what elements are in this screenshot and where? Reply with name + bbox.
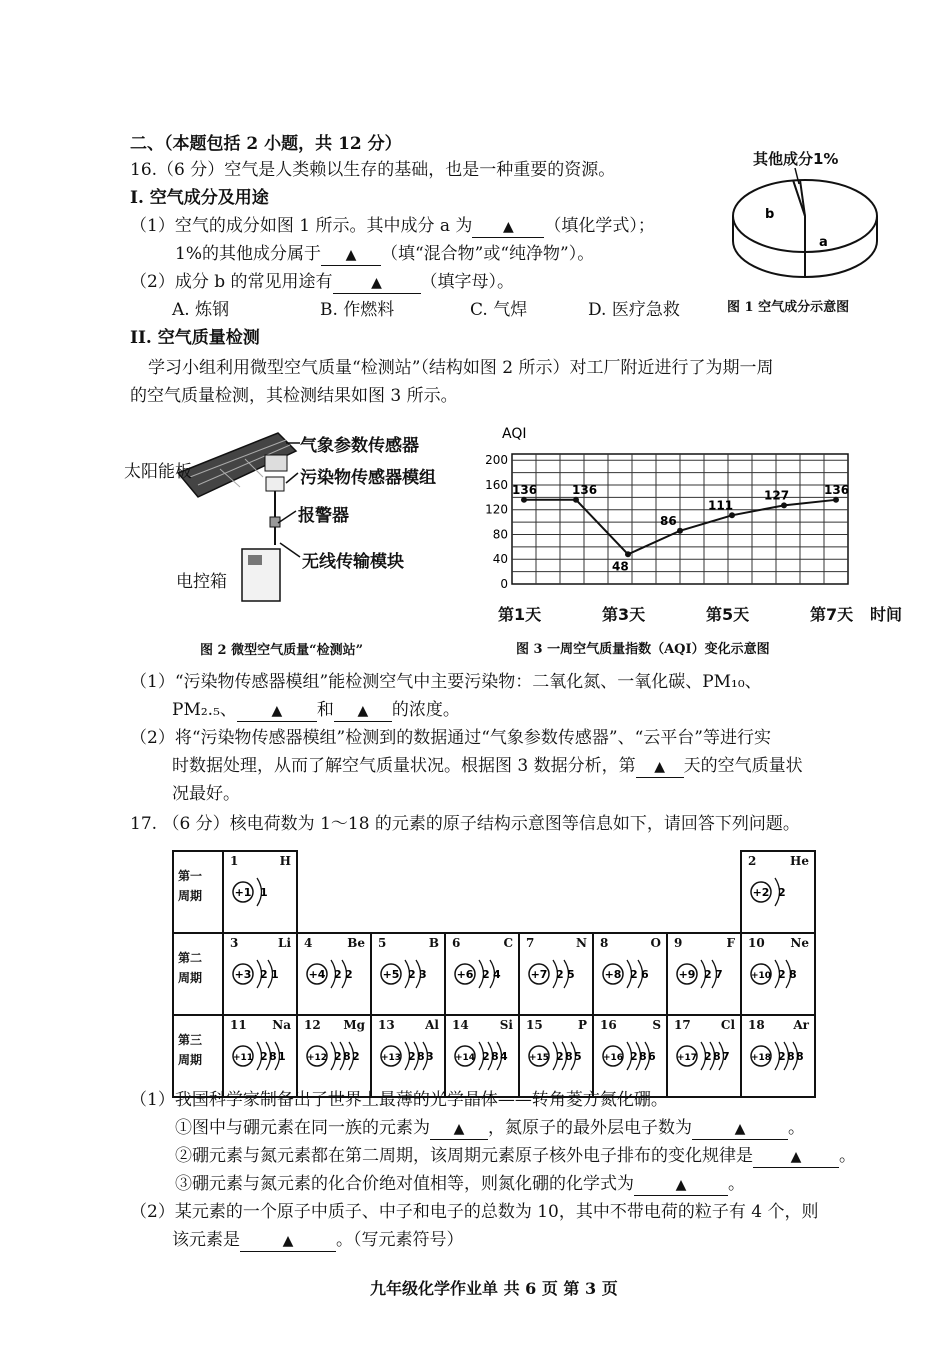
atom-structure-diagram bbox=[452, 1034, 516, 1078]
y-tick-label: 40 bbox=[492, 552, 508, 567]
shell-electron-count: 5 bbox=[574, 1050, 582, 1063]
fig3-caption: 图 3 一周空气质量指数（AQI）变化示意图 bbox=[516, 642, 770, 657]
nuclear-charge: +3 bbox=[234, 968, 252, 981]
element-cell bbox=[223, 1015, 297, 1097]
element-cell bbox=[741, 1015, 815, 1097]
q16-s1-line1: （1）“污染物传感器模组”能检测空气中主要污染物：二氧化氮、一氧化碳、PM₁₀、 bbox=[130, 672, 762, 692]
atom-structure-diagram bbox=[378, 1034, 442, 1078]
nuclear-charge: +15 bbox=[528, 1053, 550, 1063]
period-row bbox=[173, 1015, 815, 1097]
chart-xlabel: 时间 bbox=[870, 605, 903, 624]
element-symbol: Ar bbox=[793, 1018, 809, 1032]
period-label bbox=[173, 1015, 223, 1097]
answer-blank[interactable]: ▲ bbox=[240, 1231, 336, 1252]
element-cell bbox=[223, 933, 297, 1015]
q17-p2-text: 该元素是 bbox=[172, 1230, 240, 1250]
answer-blank[interactable]: ▲ bbox=[753, 1147, 839, 1168]
q17-p1-ii-text: ②硼元素与氮元素都在第二周期，该周期元素原子核外电子排布的变化规律是 bbox=[175, 1146, 753, 1166]
atomic-number: 7 bbox=[526, 936, 535, 950]
shell-electron-count: 8 bbox=[639, 1050, 647, 1063]
shell-electron-count: 8 bbox=[565, 1050, 573, 1063]
atom-structure-diagram bbox=[230, 1034, 294, 1078]
element-cell bbox=[297, 933, 371, 1015]
shell-electron-count: 2 bbox=[778, 1050, 786, 1063]
label-control-box: 电控箱 bbox=[176, 572, 227, 592]
shell-electron-count: 8 bbox=[713, 1050, 721, 1063]
nuclear-charge: +8 bbox=[604, 968, 622, 981]
q16-s2-text: 时数据处理，从而了解空气质量状况。根据图 3 数据分析，第 bbox=[172, 756, 636, 776]
element-cell bbox=[667, 1015, 741, 1097]
q17-p1-i-text: ①图中与硼元素在同一族的元素为 bbox=[175, 1118, 430, 1138]
air-composition-pie bbox=[725, 166, 885, 316]
chart-xticks bbox=[478, 602, 903, 624]
element-symbol: P bbox=[577, 1018, 587, 1032]
atomic-number: 1 bbox=[230, 854, 239, 868]
element-symbol: Mg bbox=[343, 1018, 365, 1032]
element-cell bbox=[667, 933, 741, 1015]
element-cell bbox=[741, 933, 815, 1015]
y-tick-label: 80 bbox=[492, 527, 508, 542]
empty-cell bbox=[297, 851, 741, 933]
figure-1 bbox=[725, 140, 885, 320]
atomic-number: 11 bbox=[230, 1018, 247, 1032]
atom-structure-diagram bbox=[452, 952, 516, 996]
q16-intro-line2: 的空气质量检测，其检测结果如图 3 所示。 bbox=[130, 386, 458, 406]
fig2-caption: 图 2 微型空气质量“检测站” bbox=[200, 643, 364, 658]
aqi-data-point bbox=[625, 551, 631, 557]
q16-s1-and: 和 bbox=[316, 700, 334, 720]
x-tick-label: 第3天 bbox=[602, 605, 646, 624]
x-tick-label: 第5天 bbox=[706, 605, 750, 624]
element-symbol: H bbox=[279, 854, 291, 868]
atom-structure-diagram bbox=[600, 952, 664, 996]
aqi-data-label: 86 bbox=[660, 513, 677, 528]
shell-electron-count: 2 bbox=[630, 1050, 638, 1063]
atom-structure-diagram bbox=[526, 1034, 590, 1078]
element-symbol: S bbox=[652, 1018, 661, 1032]
atom-structure-diagram bbox=[748, 1034, 812, 1078]
answer-blank[interactable]: ▲ bbox=[237, 701, 317, 722]
q16-p2 bbox=[130, 270, 514, 294]
shell-electron-count: 6 bbox=[641, 968, 649, 981]
element-cell bbox=[223, 851, 297, 933]
shell-electron-count: 7 bbox=[722, 1050, 730, 1063]
period-label-line: 第二 bbox=[178, 951, 203, 965]
shell-electron-count: 1 bbox=[260, 886, 268, 899]
shell-electron-count: 2 bbox=[408, 1050, 416, 1063]
answer-blank[interactable]: ▲ bbox=[430, 1119, 488, 1140]
q16-p1-text2: 1%的其他成分属于 bbox=[175, 244, 321, 264]
element-cell bbox=[371, 933, 445, 1015]
q16-p1-hint: （填化学式）； bbox=[544, 216, 655, 236]
y-tick-label: 200 bbox=[485, 453, 508, 468]
period-label-line: 第三 bbox=[178, 1033, 203, 1047]
q16-p1-line2 bbox=[175, 242, 594, 266]
period-label-line: 周期 bbox=[178, 971, 203, 985]
section-heading: 二、（本题包括 2 小题，共 12 分） bbox=[130, 134, 402, 154]
atom-structure-diagram bbox=[526, 952, 590, 996]
atom-structure-diagram bbox=[600, 1034, 664, 1078]
q16-intro-line1: 学习小组利用微型空气质量“检测站”（结构如图 2 所示）对工厂附近进行了为期一周 bbox=[148, 358, 774, 378]
element-symbol: N bbox=[576, 936, 587, 950]
q17-p1-ii bbox=[175, 1144, 856, 1168]
shell-electron-count: 5 bbox=[567, 968, 575, 981]
atom-structure-diagram bbox=[748, 870, 812, 914]
q16-p1-hint2: （填“混合物”或“纯净物”）。 bbox=[380, 244, 595, 264]
q17-p2-end: 。（写元素符号） bbox=[336, 1230, 464, 1250]
q17-p1-iii-end: 。 bbox=[728, 1174, 745, 1194]
figure-3 bbox=[478, 418, 903, 663]
atom-structure-diagram bbox=[304, 1034, 368, 1078]
answer-blank[interactable]: ▲ bbox=[636, 757, 684, 778]
label-weather-sensor: 气象参数传感器 bbox=[300, 436, 419, 456]
q16-s2-line3: 况最好。 bbox=[172, 784, 240, 804]
q16-s2-line2 bbox=[172, 754, 803, 778]
y-tick-label: 120 bbox=[485, 502, 508, 517]
q17-p2-line2 bbox=[172, 1228, 464, 1252]
shell-electron-count: 2 bbox=[556, 1050, 564, 1063]
nuclear-charge: +10 bbox=[750, 971, 772, 981]
shell-electron-count: 6 bbox=[648, 1050, 656, 1063]
element-symbol: Na bbox=[272, 1018, 291, 1032]
aqi-data-point bbox=[677, 528, 683, 534]
shell-electron-count: 8 bbox=[789, 968, 797, 981]
period-label-line: 周期 bbox=[178, 889, 203, 903]
element-symbol: Be bbox=[347, 936, 365, 950]
period-label bbox=[173, 851, 223, 933]
q16-s1-line2 bbox=[172, 698, 460, 722]
element-cell bbox=[741, 851, 815, 933]
atomic-number: 4 bbox=[304, 936, 313, 950]
aqi-data-point bbox=[521, 497, 527, 503]
nuclear-charge: +18 bbox=[750, 1053, 772, 1063]
q16-p1-text: （1）空气的成分如图 1 所示。其中成分 a 为 bbox=[130, 216, 473, 236]
nuclear-charge: +4 bbox=[308, 968, 326, 981]
atomic-number: 12 bbox=[304, 1018, 321, 1032]
aqi-data-label: 48 bbox=[612, 559, 629, 574]
element-symbol: B bbox=[428, 936, 439, 950]
shell-electron-count: 2 bbox=[260, 1050, 268, 1063]
element-cell bbox=[371, 1015, 445, 1097]
pollutant-module bbox=[266, 477, 284, 491]
option-d: D. 医疗急救 bbox=[588, 300, 680, 320]
answer-blank[interactable]: ▲ bbox=[321, 245, 381, 266]
nuclear-charge: +7 bbox=[530, 968, 548, 981]
aqi-data-label: 136 bbox=[512, 482, 538, 497]
q16-s1-end: 的浓度。 bbox=[391, 700, 460, 720]
label-solar-panel: 太阳能板 bbox=[124, 462, 192, 482]
atomic-number: 16 bbox=[600, 1018, 617, 1032]
shell-electron-count: 2 bbox=[482, 1050, 490, 1063]
weather-sensor bbox=[265, 455, 287, 471]
shell-electron-count: 2 bbox=[334, 968, 342, 981]
label-wireless: 无线传输模块 bbox=[302, 552, 404, 572]
answer-blank[interactable]: ▲ bbox=[333, 273, 421, 294]
q17-stem: 17. （6 分）核电荷数为 1～18 的元素的原子结构示意图等信息如下，请回答下列问题。 bbox=[130, 814, 800, 834]
shell-electron-count: 3 bbox=[419, 968, 427, 981]
nuclear-charge: +5 bbox=[382, 968, 400, 981]
aqi-data-label: 136 bbox=[572, 482, 598, 497]
q16-stem: 16.（6 分）空气是人类赖以生存的基础，也是一种重要的资源。 bbox=[130, 160, 616, 180]
atomic-number: 14 bbox=[452, 1018, 469, 1032]
shell-electron-count: 2 bbox=[408, 968, 416, 981]
y-tick-label: 160 bbox=[485, 477, 508, 492]
pie-label-a: a bbox=[819, 235, 828, 250]
element-cell bbox=[445, 1015, 519, 1097]
nuclear-charge: +12 bbox=[306, 1053, 328, 1063]
figure-2 bbox=[120, 425, 465, 665]
answer-blank[interactable]: ▲ bbox=[692, 1119, 788, 1140]
atomic-number: 15 bbox=[526, 1018, 543, 1032]
element-cell bbox=[593, 1015, 667, 1097]
q17-p1-iii bbox=[175, 1172, 745, 1196]
atom-structure-diagram bbox=[378, 952, 442, 996]
nuclear-charge: +11 bbox=[232, 1053, 254, 1063]
element-symbol: O bbox=[650, 936, 661, 950]
page-footer: 九年级化学作业单 共 6 页 第 3 页 bbox=[370, 1279, 618, 1298]
fig1-label-other: 其他成分1% bbox=[753, 150, 839, 168]
shell-electron-count: 2 bbox=[778, 968, 786, 981]
atom-structure-diagram bbox=[674, 1034, 738, 1078]
atom-structure-diagram bbox=[304, 952, 368, 996]
nuclear-charge: +6 bbox=[456, 968, 474, 981]
shell-electron-count: 8 bbox=[491, 1050, 499, 1063]
atomic-number: 5 bbox=[378, 936, 387, 950]
atomic-number: 9 bbox=[674, 936, 683, 950]
q16-p1-line1 bbox=[130, 214, 655, 238]
q17-p1-ii-end: 。 bbox=[839, 1146, 856, 1166]
q17-p1-i-end: 。 bbox=[788, 1118, 805, 1138]
aqi-data-label: 136 bbox=[824, 482, 850, 497]
element-symbol: C bbox=[503, 936, 513, 950]
atomic-number: 10 bbox=[748, 936, 765, 950]
aqi-data-label: 111 bbox=[708, 498, 734, 513]
shell-electron-count: 8 bbox=[343, 1050, 351, 1063]
period-label bbox=[173, 933, 223, 1015]
atom-structure-diagram bbox=[230, 870, 294, 914]
shell-electron-count: 1 bbox=[271, 968, 279, 981]
aqi-data-label: 127 bbox=[764, 488, 790, 503]
x-tick-label: 第1天 bbox=[498, 605, 542, 624]
nuclear-charge: +9 bbox=[678, 968, 696, 981]
nuclear-charge: +1 bbox=[234, 886, 252, 899]
shell-electron-count: 2 bbox=[630, 968, 638, 981]
q17-p1-i bbox=[175, 1116, 805, 1140]
shell-electron-count: 2 bbox=[704, 968, 712, 981]
fig1-caption: 图 1 空气成分示意图 bbox=[727, 300, 850, 315]
aqi-data-point bbox=[781, 502, 787, 508]
atomic-number: 3 bbox=[230, 936, 239, 950]
answer-blank[interactable]: ▲ bbox=[334, 701, 392, 722]
q16-p2-text: （2）成分 b 的常见用途有 bbox=[130, 272, 333, 292]
shell-electron-count: 2 bbox=[334, 1050, 342, 1063]
shell-electron-count: 2 bbox=[260, 968, 268, 981]
atomic-number: 17 bbox=[674, 1018, 691, 1032]
atom-structure-diagram bbox=[748, 952, 812, 996]
q17-p1-title: （1）我国科学家制备出了世界上最薄的光学晶体——转角菱方氮化硼。 bbox=[130, 1090, 668, 1110]
shell-electron-count: 8 bbox=[269, 1050, 277, 1063]
atomic-number: 2 bbox=[748, 854, 757, 868]
period-label-line: 周期 bbox=[178, 1053, 203, 1067]
shell-electron-count: 2 bbox=[704, 1050, 712, 1063]
label-alarm: 报警器 bbox=[298, 506, 349, 526]
shell-electron-count: 7 bbox=[715, 968, 723, 981]
shell-electron-count: 2 bbox=[345, 968, 353, 981]
period-row bbox=[173, 851, 815, 933]
shell-electron-count: 2 bbox=[482, 968, 490, 981]
label-pollutant-module: 污染物传感器模组 bbox=[300, 468, 436, 488]
q16-s1-text: PM₂.₅、 bbox=[172, 700, 237, 720]
option-b: B. 作燃料 bbox=[320, 300, 395, 320]
shell-electron-count: 8 bbox=[787, 1050, 795, 1063]
aqi-data-point bbox=[833, 497, 839, 503]
element-symbol: Li bbox=[278, 936, 291, 950]
period-row bbox=[173, 933, 815, 1015]
shell-electron-count: 1 bbox=[278, 1050, 286, 1063]
answer-blank[interactable]: ▲ bbox=[472, 217, 544, 238]
q16-part2-title: II. 空气质量检测 bbox=[130, 328, 260, 348]
element-cell bbox=[297, 1015, 371, 1097]
nuclear-charge: +17 bbox=[676, 1053, 698, 1063]
periodic-table bbox=[172, 850, 816, 1098]
shell-electron-count: 2 bbox=[778, 886, 786, 899]
atomic-number: 6 bbox=[452, 936, 461, 950]
nuclear-charge: +16 bbox=[602, 1053, 624, 1063]
q16-s2-text2: 天的空气质量状 bbox=[683, 756, 803, 776]
element-cell bbox=[445, 933, 519, 1015]
option-c: C. 气焊 bbox=[470, 300, 528, 320]
element-symbol: Al bbox=[425, 1018, 439, 1032]
shell-electron-count: 2 bbox=[556, 968, 564, 981]
element-cell bbox=[519, 933, 593, 1015]
atomic-number: 13 bbox=[378, 1018, 395, 1032]
y-tick-label: 0 bbox=[500, 577, 508, 591]
answer-blank[interactable]: ▲ bbox=[634, 1175, 728, 1196]
shell-electron-count: 4 bbox=[500, 1050, 508, 1063]
element-symbol: He bbox=[790, 854, 809, 868]
aqi-data-point bbox=[573, 497, 579, 503]
q16-options bbox=[172, 298, 680, 322]
nuclear-charge: +2 bbox=[752, 886, 770, 899]
option-a: A. 炼钢 bbox=[172, 300, 230, 320]
aqi-line-chart bbox=[478, 418, 898, 628]
period-label-line: 第一 bbox=[178, 869, 203, 883]
q17-p2-line1: （2）某元素的一个原子中质子、中子和电子的总数为 10，其中不带电荷的粒子有 4 个，则 bbox=[130, 1202, 819, 1222]
element-cell bbox=[519, 1015, 593, 1097]
element-symbol: Si bbox=[499, 1018, 513, 1032]
q16-p2-hint: （填字母）。 bbox=[420, 272, 515, 292]
shell-electron-count: 8 bbox=[417, 1050, 425, 1063]
q16-s2-line1: （2）将“污染物传感器模组”检测到的数据通过“气象参数传感器”、“云平台”等进行实 bbox=[130, 728, 771, 748]
chart-ylabel: AQI bbox=[502, 426, 527, 442]
nuclear-charge: +13 bbox=[380, 1053, 402, 1063]
nuclear-charge: +14 bbox=[454, 1053, 476, 1063]
element-symbol: Ne bbox=[790, 936, 809, 950]
element-cell bbox=[593, 933, 667, 1015]
atom-structure-diagram bbox=[230, 952, 294, 996]
atom-structure-diagram bbox=[674, 952, 738, 996]
element-symbol: F bbox=[726, 936, 735, 950]
pie-label-b: b bbox=[765, 207, 775, 222]
element-symbol: Cl bbox=[720, 1018, 735, 1032]
shell-electron-count: 4 bbox=[493, 968, 501, 981]
shell-electron-count: 3 bbox=[426, 1050, 434, 1063]
shell-electron-count: 2 bbox=[352, 1050, 360, 1063]
q17-p1-i-text2: ，氮原子的最外层电子数为 bbox=[488, 1118, 692, 1138]
q16-part1-title: I. 空气成分及用途 bbox=[130, 188, 269, 208]
atomic-number: 8 bbox=[600, 936, 609, 950]
atomic-number: 18 bbox=[748, 1018, 765, 1032]
q17-p1-iii-text: ③硼元素与氮元素的化合价绝对值相等，则氮化硼的化学式为 bbox=[175, 1174, 634, 1194]
aqi-data-point bbox=[729, 512, 735, 518]
shell-electron-count: 8 bbox=[796, 1050, 804, 1063]
x-tick-label: 第7天 bbox=[810, 605, 854, 624]
